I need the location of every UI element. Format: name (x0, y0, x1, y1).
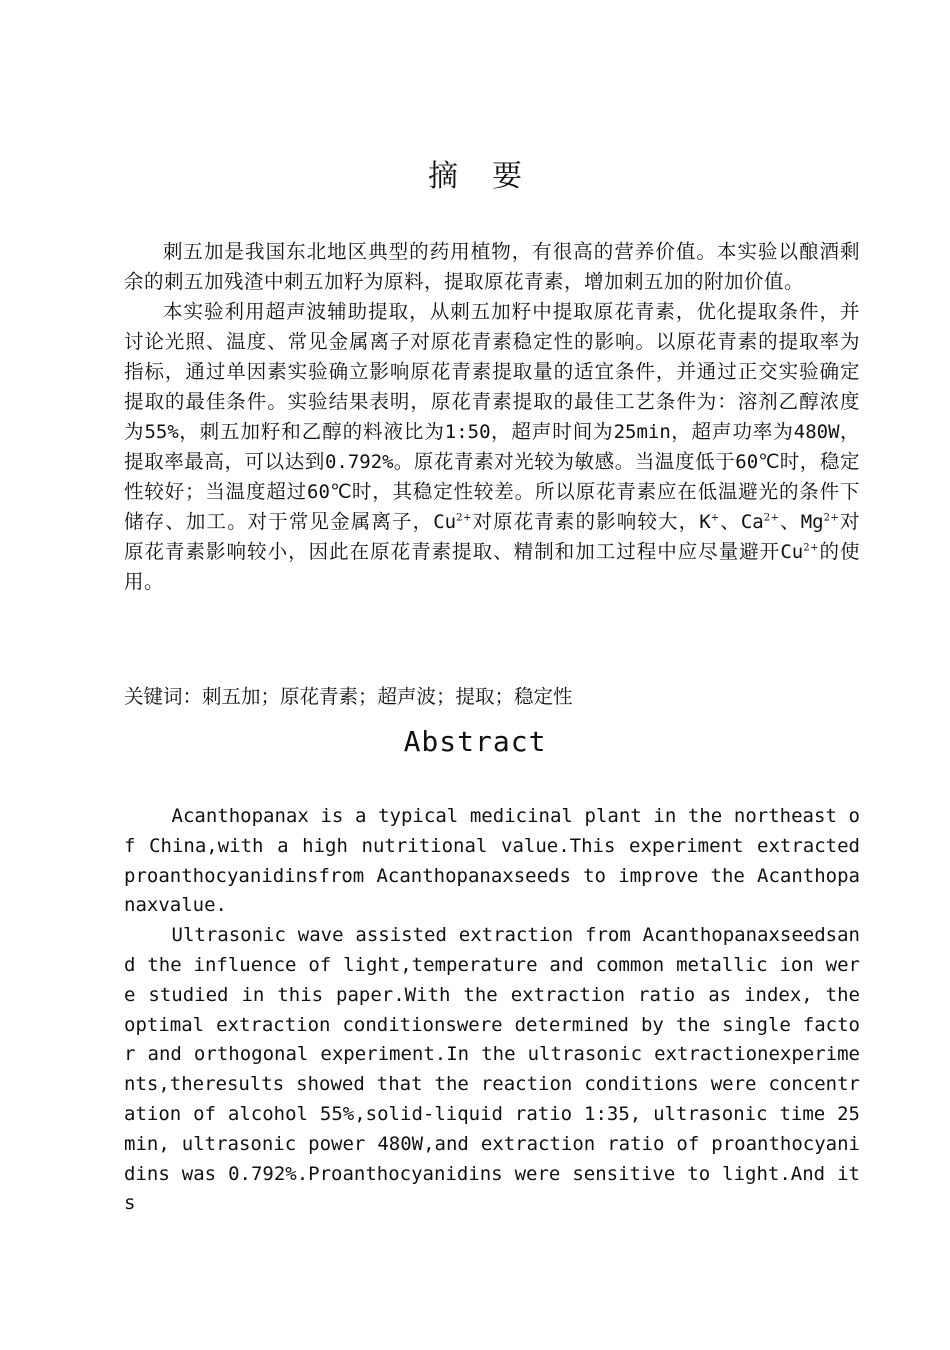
abstract-paragraph-en-1: Acanthopanax is a typical medicinal plant in the northeast of China,with a high nutritional value.This experiment extracted proanthocyanidinsfrom Acanthopanaxseeds to improve the Acanthopanaxvalue. (124, 805, 860, 917)
abstract-paragraph-cn-1: 刺五加是我国东北地区典型的药用植物，有很高的营养价值。本实验以酿酒剩余的刺五加残渣中刺五加籽为原料，提取原花青素，增加刺五加的附加价值。 (124, 240, 860, 293)
keywords-line (124, 682, 860, 712)
abstract-title-cn: 摘要 (428, 159, 556, 194)
abstract-paragraph-cn-2: 本实验利用超声波辅助提取，从刺五加籽中提取原花青素，优化提取条件，并讨论光照、温度、常见金属离子对原花青素稳定性的影响。以原花青素的提取率为指标，通过单因素实验确立影响原花青素提取量的适宜条件，并通过正交实验确定提取的最佳条件。实验结果表明，原花青素提取的最佳工艺条件为：溶剂乙醇浓度为55%，刺五加籽和乙醇的料液比为1:50，超声时间为25min，超声功率为480W，提取率最高，可以达到0.792%。原花青素对光较为敏感。当温度低于60℃时，稳定性较好；当温度超过60℃时，其稳定性较差。所以原花青素应在低温避光的条件下储存、加工。对于常见金属离子，$Cu^{2+}$对原花青素的影响较大，K+、$Ca^{2+}$、$Mg^{2+}$对原花青素影响较小，因此在原花青素提取、精制和加工过程中应尽量避开$Cu^{2+}$的使用。 (124, 300, 860, 593)
abstract-title-en: Abstract (403, 725, 547, 758)
keywords-cn: 关键词：刺五加；原花青素；超声波；提取；稳定性 (124, 685, 573, 708)
abstract-body-cn (124, 237, 860, 597)
abstract-paragraph-en-2: Ultrasonic wave assisted extraction from Acanthopanaxseedsand the influence of light,temperature and common metallic ion were studied in this paper.With the extraction ratio as index, the optimal extraction conditionswere determined by the single factor and orthogonal experiment.In the ultrasonic extractionexperiments,theresults showed that the reaction conditions were concentration of alcohol 55%,solid-liquid ratio 1:35, ultrasonic time 25 min, ultrasonic power 480W,and extraction ratio of proanthocyanidins was 0.792%.Proanthocyanidins were sensitive to light.And its (124, 924, 860, 1215)
abstract-body-en (124, 802, 860, 1219)
